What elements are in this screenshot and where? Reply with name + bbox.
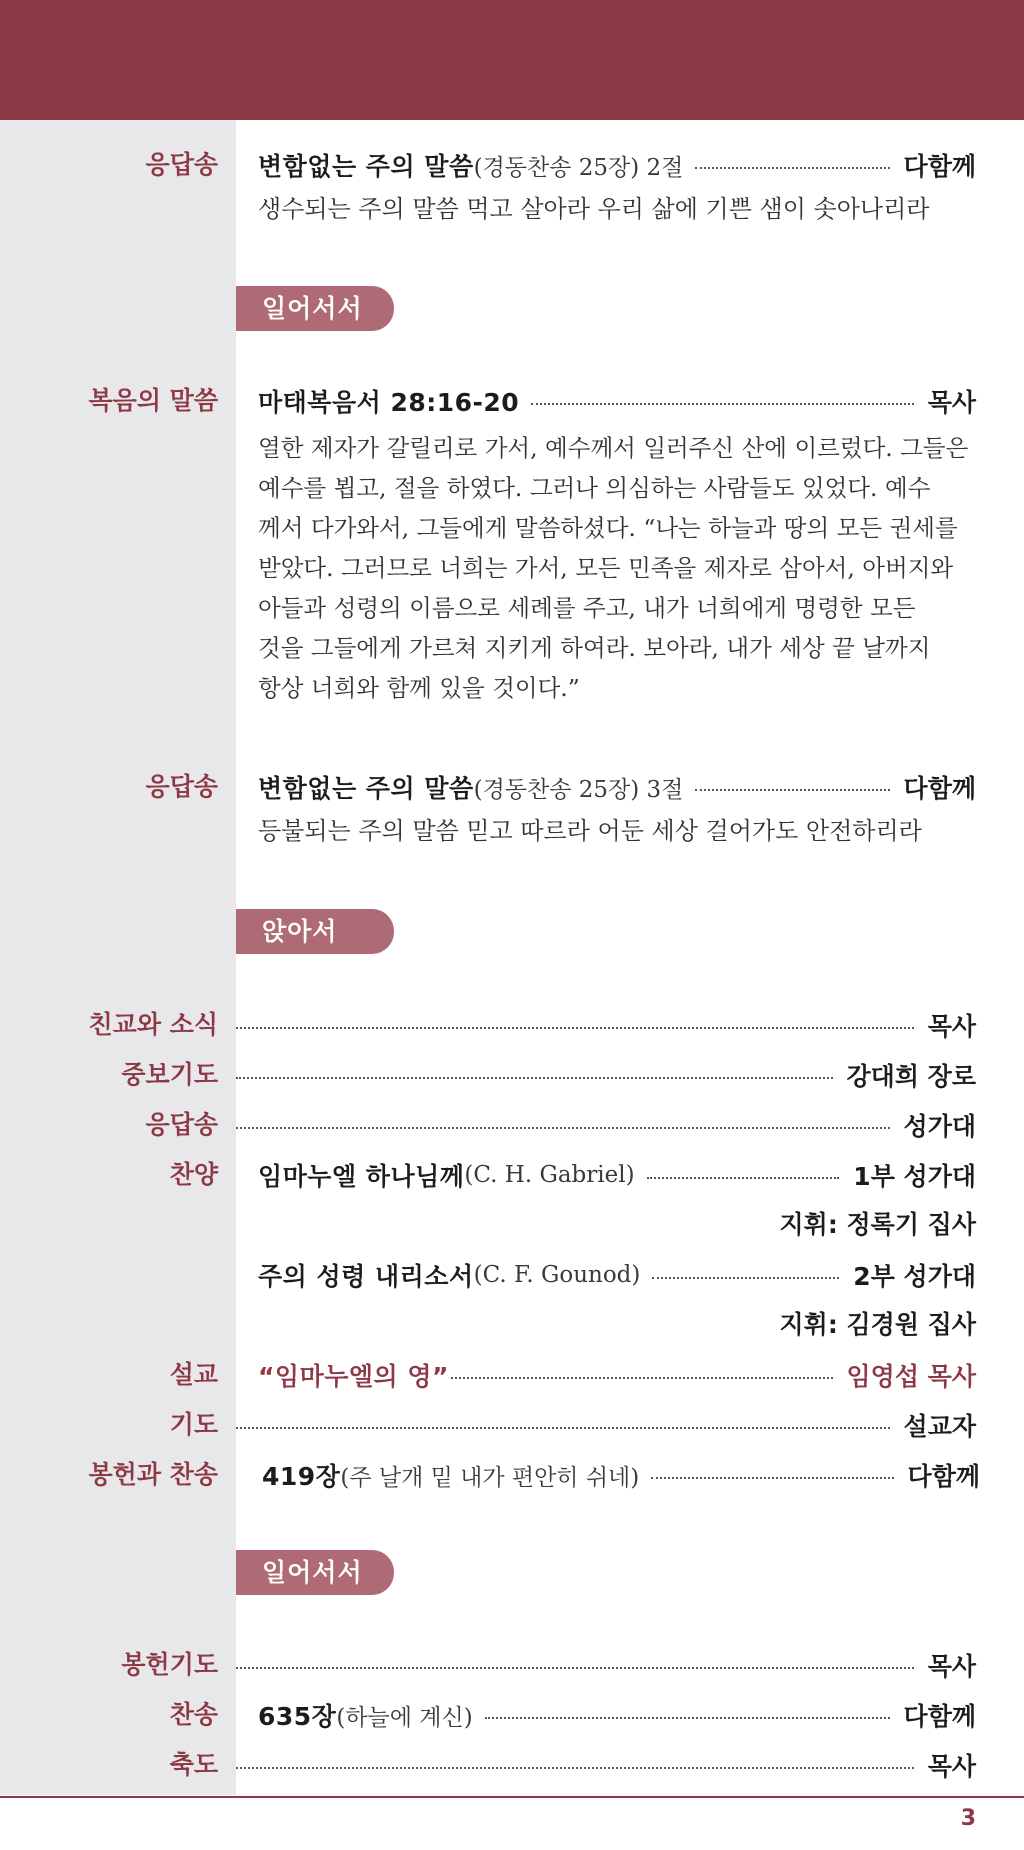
response-song-3-label: 응답송 — [145, 1110, 218, 1139]
intercession-row — [236, 1058, 976, 1092]
sit-badge: 앉아서 — [236, 909, 394, 954]
gospel-label: 복음의 말씀 — [88, 386, 218, 415]
anthem-label: 찬양 — [169, 1160, 218, 1189]
anthem-first-row — [258, 1158, 976, 1192]
prayer-row — [236, 1408, 976, 1442]
anthem-second-title: 주의 성령 내리소서 — [258, 1262, 474, 1291]
hymn-row — [258, 1698, 976, 1732]
hymn-who: 다함께 — [903, 1702, 976, 1731]
gospel-passage — [258, 428, 976, 708]
dotted-leader — [236, 1077, 833, 1079]
fellowship-who: 목사 — [927, 1012, 976, 1041]
anthem-second-row — [258, 1258, 976, 1292]
intercession-label: 중보기도 — [121, 1060, 218, 1089]
sermon-label: 설교 — [169, 1360, 218, 1389]
response-song-2-verse: 등불되는 주의 말씀 믿고 따르라 어둔 세상 걸어가도 안전하리라 — [258, 817, 922, 845]
anthem-first-who: 1부 성가대 — [853, 1162, 976, 1191]
offering-hymn-label: 봉헌과 찬송 — [88, 1460, 218, 1489]
anthem-second-conductor: 지휘: 김경원 집사 — [779, 1310, 976, 1339]
gospel-line: 아들과 성령의 이름으로 세례를 주고, 내가 너희에게 명령한 모든 — [258, 594, 916, 622]
anthem-first-conductor: 지휘: 정록기 집사 — [779, 1210, 976, 1239]
dotted-leader — [236, 1667, 914, 1669]
anthem-first-title: 임마누엘 하나님께 — [258, 1162, 465, 1191]
offering-prayer-who: 목사 — [927, 1652, 976, 1681]
prayer-who: 설교자 — [903, 1412, 976, 1441]
dotted-leader — [236, 1027, 914, 1029]
dotted-leader — [485, 1717, 890, 1719]
sermon-who: 임영섭 목사 — [846, 1362, 976, 1391]
dotted-leader — [647, 1177, 840, 1179]
offering-hymn-row — [262, 1458, 980, 1492]
hymn-title: 635장 — [258, 1702, 337, 1731]
anthem-second-who: 2부 성가대 — [853, 1262, 976, 1291]
stand-badge-1: 일어서서 — [236, 286, 394, 331]
response-song-2-label: 응답송 — [145, 772, 218, 801]
gospel-line: 항상 너희와 함께 있을 것이다.” — [258, 674, 580, 702]
offering-hymn-who: 다함께 — [907, 1462, 980, 1491]
response-song-1-who: 다함께 — [903, 152, 976, 181]
gospel-line: 것을 그들에게 가르쳐 지키게 하여라. 보아라, 내가 세상 끝 날까지 — [258, 634, 931, 662]
response-song-1-row — [258, 148, 976, 182]
dotted-leader — [695, 167, 889, 169]
gospel-row — [258, 384, 976, 418]
fellowship-label: 친교와 소식 — [88, 1010, 218, 1039]
hymn-label: 찬송 — [169, 1700, 218, 1729]
top-header-band — [0, 0, 1024, 120]
prayer-label: 기도 — [169, 1410, 218, 1439]
gospel-line: 예수를 뵙고, 절을 하였다. 그러나 의심하는 사람들도 있었다. 예수 — [258, 474, 931, 502]
anthem-second-sub: (C. F. Gounod) — [473, 1262, 641, 1288]
offering-hymn-sub: (주 날개 밑 내가 편안히 쉬네) — [340, 1464, 640, 1491]
gospel-title: 마태복음서 28:16-20 — [258, 388, 520, 417]
label-column — [0, 120, 236, 1795]
anthem-first-sub: (C. H. Gabriel) — [464, 1162, 635, 1188]
response-song-1-sub: (경동찬송 25장) 2절 — [473, 154, 684, 181]
dotted-leader — [236, 1767, 914, 1769]
dotted-leader — [236, 1127, 890, 1129]
benediction-label: 축도 — [169, 1750, 218, 1779]
response-song-2-sub: (경동찬송 25장) 3절 — [473, 776, 684, 803]
dotted-leader — [695, 789, 889, 791]
dotted-leader — [236, 1427, 890, 1429]
response-song-1-label: 응답송 — [145, 150, 218, 179]
intercession-who: 강대희 장로 — [846, 1062, 976, 1091]
response-song-1-verse: 생수되는 주의 말씀 먹고 살아라 우리 삶에 기쁜 샘이 솟아나리라 — [258, 195, 930, 223]
offering-prayer-label: 봉헌기도 — [121, 1650, 218, 1679]
dotted-leader — [652, 1277, 839, 1279]
dotted-leader — [451, 1377, 833, 1379]
gospel-line: 께서 다가와서, 그들에게 말씀하셨다. “나는 하늘과 땅의 모든 권세를 — [258, 514, 958, 542]
gospel-who: 목사 — [927, 388, 976, 417]
sermon-row — [258, 1358, 976, 1392]
fellowship-row — [236, 1008, 976, 1042]
gospel-line: 열한 제자가 갈릴리로 가서, 예수께서 일러주신 산에 이르렀다. 그들은 — [258, 434, 969, 462]
dotted-leader — [531, 403, 913, 405]
sermon-title: “임마누엘의 영” — [258, 1362, 449, 1391]
hymn-sub: (하늘에 계신) — [336, 1704, 473, 1731]
footer-rule — [0, 1796, 1024, 1798]
benediction-row — [236, 1748, 976, 1782]
response-song-2-title: 변함없는 주의 말씀 — [258, 774, 474, 803]
offering-prayer-row — [236, 1648, 976, 1682]
response-song-3-row — [236, 1108, 976, 1142]
response-song-1-title: 변함없는 주의 말씀 — [258, 152, 474, 181]
offering-hymn-title: 419장 — [262, 1462, 341, 1491]
response-song-2-row — [258, 770, 976, 804]
dotted-leader — [651, 1477, 893, 1479]
response-song-2-who: 다함께 — [903, 774, 976, 803]
benediction-who: 목사 — [927, 1752, 976, 1781]
gospel-line: 받았다. 그러므로 너희는 가서, 모든 민족을 제자로 삼아서, 아버지와 — [258, 554, 954, 582]
response-song-3-who: 성가대 — [903, 1112, 976, 1141]
page-number: 3 — [960, 1806, 976, 1831]
stand-badge-2: 일어서서 — [236, 1550, 394, 1595]
